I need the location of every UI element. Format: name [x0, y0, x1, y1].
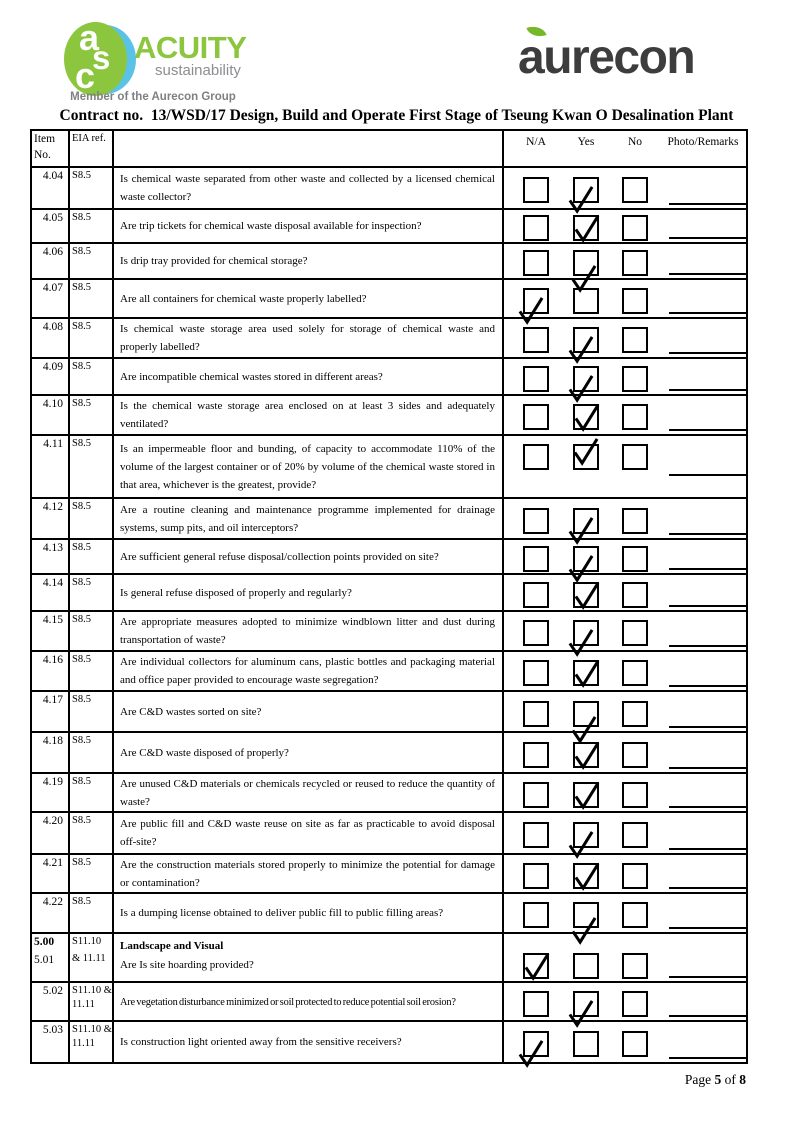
question-cell — [114, 575, 504, 610]
table-row — [32, 242, 746, 278]
checkbox-no[interactable] — [622, 1031, 648, 1057]
question-text: Is a dumping license obtained to deliver public fill to public filling areas? — [120, 907, 444, 919]
question-cell — [114, 855, 504, 892]
checkbox-na[interactable] — [523, 991, 549, 1017]
item-number: 5.03 — [42, 1024, 63, 1036]
question-text: Is construction light oriented away from the sensitive receivers? — [120, 1036, 402, 1048]
question-text: Is general refuse disposed of properly and regularly? — [120, 586, 352, 599]
item-number: 4.04 — [42, 170, 63, 182]
eia-ref: S11.10 — [72, 936, 102, 947]
eia-ref: S8.5 — [72, 438, 91, 449]
remarks-line[interactable] — [669, 533, 748, 535]
remarks-line[interactable] — [669, 273, 748, 275]
checkbox-na[interactable] — [523, 953, 549, 979]
question-text: Are vegetation disturbance minimized or soil protected to reduce potential soil erosion? — [120, 995, 456, 1008]
table-row — [32, 208, 746, 242]
table-row — [32, 932, 746, 981]
question-text: Are sufficient general refuse disposal/collection points provided on site? — [120, 550, 439, 563]
item-number-cell — [32, 692, 70, 731]
checkbox-yes[interactable] — [573, 1031, 599, 1057]
checkbox-yes[interactable] — [573, 546, 599, 572]
checkbox-no[interactable] — [622, 660, 648, 686]
item-number: 4.08 — [42, 321, 63, 333]
table-row — [32, 497, 746, 538]
eia-ref-cell — [70, 652, 114, 690]
checkbox-no[interactable] — [622, 701, 648, 727]
item-number: 4.10 — [42, 398, 63, 410]
checks-cell — [504, 612, 746, 650]
checkbox-na[interactable] — [523, 546, 549, 572]
question-cell — [114, 774, 504, 811]
checkbox-yes[interactable] — [573, 508, 599, 534]
question-cell — [114, 894, 504, 932]
question-text: Is the chemical waste storage area enclosed on at least 3 sides and adequately ventilated? — [120, 400, 495, 430]
eia-ref: S8.5 — [72, 896, 91, 907]
question-text: Is drip tray provided for chemical storage? — [120, 255, 308, 267]
item-number-cell — [32, 934, 70, 981]
checks-cell — [504, 244, 746, 278]
header-yes: Yes — [577, 136, 595, 148]
question-text: Is an impermeable floor and bunding, of capacity to accommodate 110% of the volume of the largest container or of 20% by volume of the chemical waste stored in that area, whichever is the greatest, provide? — [120, 442, 495, 491]
question-cell — [114, 813, 504, 853]
checkbox-na[interactable] — [523, 902, 549, 928]
checkbox-na[interactable] — [523, 366, 549, 392]
question-text: Are C&D waste disposed of properly? — [120, 746, 289, 759]
checks-cell — [504, 168, 746, 208]
remarks-line[interactable] — [669, 389, 748, 391]
eia-ref: S8.5 — [72, 246, 91, 257]
checkbox-no[interactable] — [622, 620, 648, 646]
item-number: 4.17 — [42, 694, 63, 706]
checkbox-na[interactable] — [523, 288, 549, 314]
checkbox-na[interactable] — [523, 250, 549, 276]
remarks-line[interactable] — [669, 645, 748, 647]
eia-ref-cell — [70, 612, 114, 650]
question-cell — [114, 319, 504, 357]
item-number: 5.02 — [42, 985, 63, 997]
checkbox-no[interactable] — [622, 782, 648, 808]
item-number: 4.18 — [42, 735, 63, 747]
eia-ref-cell — [70, 983, 114, 1020]
item-number-cell — [32, 280, 70, 317]
table-row — [32, 610, 746, 650]
table-row — [32, 394, 746, 434]
checks-cell — [504, 575, 746, 610]
remarks-line[interactable] — [669, 312, 748, 314]
item-number: 4.05 — [42, 212, 63, 224]
table-row — [32, 772, 746, 811]
remarks-line[interactable] — [669, 767, 748, 769]
question-text: Are incompatible chemical wastes stored in different areas? — [120, 370, 383, 383]
checkbox-yes[interactable] — [573, 660, 599, 686]
acuity-logo — [58, 17, 258, 104]
table-header-row — [32, 131, 746, 166]
checks-cell — [504, 1022, 746, 1062]
checkbox-na[interactable] — [523, 327, 549, 353]
remarks-line[interactable] — [669, 1015, 748, 1017]
eia-ref-cell — [70, 280, 114, 317]
checks-cell — [504, 359, 746, 394]
checks-cell — [504, 813, 746, 853]
checkbox-na[interactable] — [523, 863, 549, 889]
question-cell — [114, 280, 504, 317]
item-number-cell — [32, 210, 70, 242]
question-cell — [114, 436, 504, 497]
question-text: Are C&D wastes sorted on site? — [120, 705, 262, 718]
checks-cell — [504, 983, 746, 1020]
question-text: Are trip tickets for chemical waste disposal available for inspection? — [120, 220, 422, 232]
checks-cell — [504, 652, 746, 690]
checkbox-yes[interactable] — [573, 701, 599, 727]
checks-cell — [504, 855, 746, 892]
eia-ref: S8.5 — [72, 815, 91, 826]
question-text: Are the construction materials stored properly to minimize the potential for damage or contamination? — [120, 858, 495, 889]
question-cell — [114, 692, 504, 731]
question-text: Is chemical waste separated from other waste and collected by a licensed chemical waste collector? — [120, 173, 495, 203]
item-number-cell — [32, 359, 70, 394]
eia-ref-cell — [70, 319, 114, 357]
table-row — [32, 650, 746, 690]
eia-ref: S8.5 — [72, 501, 91, 512]
eia-ref: S11.10 & — [72, 1024, 112, 1035]
item-number-cell — [32, 436, 70, 497]
checkbox-no[interactable] — [622, 991, 648, 1017]
eia-ref-cell — [70, 168, 114, 208]
item-number: 4.19 — [42, 776, 63, 788]
checkbox-na[interactable] — [523, 701, 549, 727]
checkbox-yes[interactable] — [573, 177, 599, 203]
question-text: Are Is site hoarding provided? — [120, 959, 254, 971]
checkbox-no[interactable] — [622, 902, 648, 928]
eia-ref: S8.5 — [72, 361, 91, 372]
item-number: 4.14 — [42, 577, 63, 589]
remarks-line[interactable] — [669, 352, 748, 354]
eia-ref: S8.5 — [72, 212, 91, 223]
item-number-cell — [32, 396, 70, 434]
checks-cell — [504, 894, 746, 932]
eia-ref: S11.10 & — [72, 985, 112, 996]
item-number: 4.09 — [42, 361, 63, 373]
question-cell — [114, 934, 504, 981]
eia-ref: S8.5 — [72, 321, 91, 332]
acuity-wordmark: ACUITY — [134, 30, 247, 65]
header-na: N/A — [526, 136, 546, 148]
item-number-cell — [32, 168, 70, 208]
item-number: 4.15 — [42, 614, 63, 626]
eia-ref: S8.5 — [72, 398, 91, 409]
checkbox-yes[interactable] — [573, 863, 599, 889]
checkbox-na[interactable] — [523, 215, 549, 241]
question-text: Are appropriate measures adopted to minimize windblown litter and dust during transportation of waste? — [120, 616, 495, 646]
eia-ref-cell — [70, 540, 114, 573]
checks-cell — [504, 934, 746, 981]
table-row — [32, 690, 746, 731]
item-number-cell — [32, 319, 70, 357]
eia-ref-cell — [70, 1022, 114, 1062]
item-number-cell — [32, 575, 70, 610]
item-number: 4.07 — [42, 282, 63, 294]
item-number: 4.12 — [42, 501, 63, 513]
checks-cell — [504, 319, 746, 357]
acuity-member-tagline: Member of the Aurecon Group — [70, 91, 236, 103]
eia-ref-cell — [70, 210, 114, 242]
checkbox-no[interactable] — [622, 215, 648, 241]
eia-ref: S8.5 — [72, 577, 91, 588]
remarks-line[interactable] — [669, 726, 748, 728]
remarks-line[interactable] — [669, 848, 748, 850]
item-number-cell — [32, 499, 70, 538]
checklist-table — [30, 129, 748, 1064]
checkbox-yes[interactable] — [573, 953, 599, 979]
item-number-cell — [32, 894, 70, 932]
question-cell — [114, 612, 504, 650]
question-cell — [114, 168, 504, 208]
question-text: Are unused C&D materials or chemicals recycled or reused to reduce the quantity of waste? — [120, 777, 495, 808]
remarks-line[interactable] — [669, 976, 748, 978]
checkbox-yes[interactable] — [573, 250, 599, 276]
acuity-monogram-letter: s — [92, 39, 111, 76]
checkbox-na[interactable] — [523, 444, 549, 470]
eia-ref: S8.5 — [72, 542, 91, 553]
remarks-line[interactable] — [669, 568, 748, 570]
item-number-cell — [32, 244, 70, 278]
table-row — [32, 166, 746, 208]
checkbox-na[interactable] — [523, 660, 549, 686]
checkbox-yes[interactable] — [573, 444, 599, 470]
remarks-line[interactable] — [669, 203, 748, 205]
checkbox-na[interactable] — [523, 177, 549, 203]
item-number-cell — [32, 612, 70, 650]
checkbox-yes[interactable] — [573, 991, 599, 1017]
eia-ref-cell — [70, 733, 114, 772]
item-number: 4.11 — [43, 438, 63, 450]
eia-ref-cell — [70, 244, 114, 278]
checkbox-no[interactable] — [622, 366, 648, 392]
checkbox-na[interactable] — [523, 620, 549, 646]
eia-ref-cell — [70, 894, 114, 932]
acuity-monogram-letter: c — [75, 55, 96, 96]
eia-ref: S8.5 — [72, 776, 91, 787]
checks-cell — [504, 774, 746, 811]
remarks-line[interactable] — [669, 605, 748, 607]
remarks-line[interactable] — [669, 1057, 748, 1059]
page-title: Contract no. 13/WSD/17 Design, Build and Operate First Stage of Tseung Kwan O Desalination Plant — [59, 107, 734, 124]
item-number: 5.01 — [34, 954, 55, 966]
question-cell — [114, 733, 504, 772]
checkbox-na[interactable] — [523, 742, 549, 768]
aurecon-wordmark: aurecon — [518, 31, 695, 84]
eia-ref-cell — [70, 359, 114, 394]
checkbox-yes[interactable] — [573, 782, 599, 808]
checks-cell — [504, 499, 746, 538]
checkbox-na[interactable] — [523, 822, 549, 848]
question-cell — [114, 244, 504, 278]
remarks-line[interactable] — [669, 806, 748, 808]
table-row — [32, 434, 746, 497]
eia-ref-cell — [70, 855, 114, 892]
checkbox-yes[interactable] — [573, 404, 599, 430]
remarks-line[interactable] — [669, 429, 748, 431]
checks-cell — [504, 210, 746, 242]
acuity-monogram-letter: a — [79, 17, 100, 58]
header-checks — [504, 131, 746, 166]
eia-ref-cell — [70, 436, 114, 497]
table-row — [32, 892, 746, 932]
checkbox-na[interactable] — [523, 782, 549, 808]
header-eia-ref: EIA ref. — [70, 131, 114, 166]
table-row — [32, 981, 746, 1020]
item-number-cell — [32, 855, 70, 892]
item-number: 4.13 — [42, 542, 63, 554]
checkbox-yes[interactable] — [573, 288, 599, 314]
eia-ref: S8.5 — [72, 654, 91, 665]
item-number: 4.22 — [42, 896, 63, 908]
question-text: Are all containers for chemical waste properly labelled? — [120, 292, 367, 305]
checkbox-yes[interactable] — [573, 327, 599, 353]
checkbox-no[interactable] — [622, 508, 648, 534]
acuity-logo-mark — [64, 17, 130, 96]
checkbox-yes[interactable] — [573, 742, 599, 768]
checkbox-no[interactable] — [622, 953, 648, 979]
item-number: 4.16 — [42, 654, 63, 666]
question-cell — [114, 499, 504, 538]
checks-cell — [504, 280, 746, 317]
table-row — [32, 573, 746, 610]
question-text: Are individual collectors for aluminum cans, plastic bottles and packaging material and office paper provided to encourage waste segregation? — [120, 656, 495, 686]
item-number: 5.00 — [34, 936, 55, 948]
eia-ref: S8.5 — [72, 694, 91, 705]
remarks-line[interactable] — [669, 927, 748, 929]
eia-ref: S8.5 — [72, 614, 91, 625]
checkbox-no[interactable] — [622, 863, 648, 889]
question-cell — [114, 396, 504, 434]
eia-ref: S8.5 — [72, 282, 91, 293]
checkbox-no[interactable] — [622, 327, 648, 353]
table-row — [32, 853, 746, 892]
checkbox-na[interactable] — [523, 508, 549, 534]
checkbox-na[interactable] — [523, 1031, 549, 1057]
checkbox-yes[interactable] — [573, 215, 599, 241]
checkbox-yes[interactable] — [573, 902, 599, 928]
header-question — [114, 131, 504, 166]
question-cell — [114, 540, 504, 573]
question-cell — [114, 1022, 504, 1062]
item-number-cell — [32, 733, 70, 772]
eia-ref-cell — [70, 813, 114, 853]
checkbox-no[interactable] — [622, 822, 648, 848]
item-number-cell — [32, 1022, 70, 1062]
eia-ref: S8.5 — [72, 735, 91, 746]
eia-ref-cell — [70, 774, 114, 811]
eia-ref: S8.5 — [72, 170, 91, 181]
question-cell — [114, 359, 504, 394]
checkbox-no[interactable] — [622, 582, 648, 608]
eia-ref-cell — [70, 934, 114, 981]
question-text: Is chemical waste storage area used solely for storage of chemical waste and properly labelled? — [120, 323, 495, 353]
checkbox-no[interactable] — [622, 250, 648, 276]
table-row — [32, 538, 746, 573]
eia-ref: S8.5 — [72, 857, 91, 868]
eia-ref-cell — [70, 575, 114, 610]
question-text: Are public fill and C&D waste reuse on site as far as practicable to avoid disposal off-site? — [120, 818, 495, 848]
checks-cell — [504, 436, 746, 497]
table-row — [32, 731, 746, 772]
question-cell — [114, 210, 504, 242]
checkbox-no[interactable] — [622, 288, 648, 314]
checks-cell — [504, 540, 746, 573]
eia-ref: 11.11 — [72, 999, 95, 1010]
acuity-subtitle: sustainability — [155, 62, 241, 79]
item-number-cell — [32, 652, 70, 690]
item-number: 4.21 — [42, 857, 63, 869]
aurecon-logo — [518, 26, 748, 88]
table-row — [32, 317, 746, 357]
eia-ref: 11.11 — [72, 1038, 95, 1049]
table-rows — [32, 166, 746, 1062]
item-number-cell — [32, 774, 70, 811]
checkbox-yes[interactable] — [573, 620, 599, 646]
question-cell — [114, 983, 504, 1020]
item-number-cell — [32, 983, 70, 1020]
question-cell — [114, 652, 504, 690]
remarks-line[interactable] — [669, 887, 748, 889]
table-row — [32, 357, 746, 394]
section-heading: Landscape and Visual — [120, 940, 224, 952]
table-row — [32, 811, 746, 853]
remarks-line[interactable] — [669, 685, 748, 687]
checkbox-no[interactable] — [622, 546, 648, 572]
checks-cell — [504, 733, 746, 772]
header-remarks: Photo/Remarks — [667, 136, 739, 148]
remarks-line[interactable] — [669, 237, 748, 239]
header-no: No — [627, 136, 643, 148]
checkbox-na[interactable] — [523, 582, 549, 608]
checkbox-no[interactable] — [622, 177, 648, 203]
checkbox-no[interactable] — [622, 742, 648, 768]
header-item-no: Item No. — [32, 131, 70, 166]
item-number-cell — [32, 540, 70, 573]
table-row — [32, 1020, 746, 1062]
checkbox-no[interactable] — [622, 444, 648, 470]
eia-ref-cell — [70, 396, 114, 434]
remarks-line[interactable] — [669, 474, 748, 476]
question-text: Are a routine cleaning and maintenance programme implemented for drainage systems, sump pits, and oil interceptors? — [120, 503, 495, 534]
checkbox-yes[interactable] — [573, 582, 599, 608]
item-number: 4.20 — [42, 815, 63, 827]
checks-cell — [504, 396, 746, 434]
eia-ref: & 11.11 — [72, 953, 106, 964]
checks-cell — [504, 692, 746, 731]
checkbox-yes[interactable] — [573, 822, 599, 848]
checkbox-na[interactable] — [523, 404, 549, 430]
checkbox-no[interactable] — [622, 404, 648, 430]
eia-ref-cell — [70, 499, 114, 538]
eia-ref-cell — [70, 692, 114, 731]
table-row — [32, 278, 746, 317]
page-number: Page 5 of 8 — [684, 1072, 746, 1087]
item-number: 4.06 — [42, 246, 63, 258]
item-number-cell — [32, 813, 70, 853]
checkbox-yes[interactable] — [573, 366, 599, 392]
